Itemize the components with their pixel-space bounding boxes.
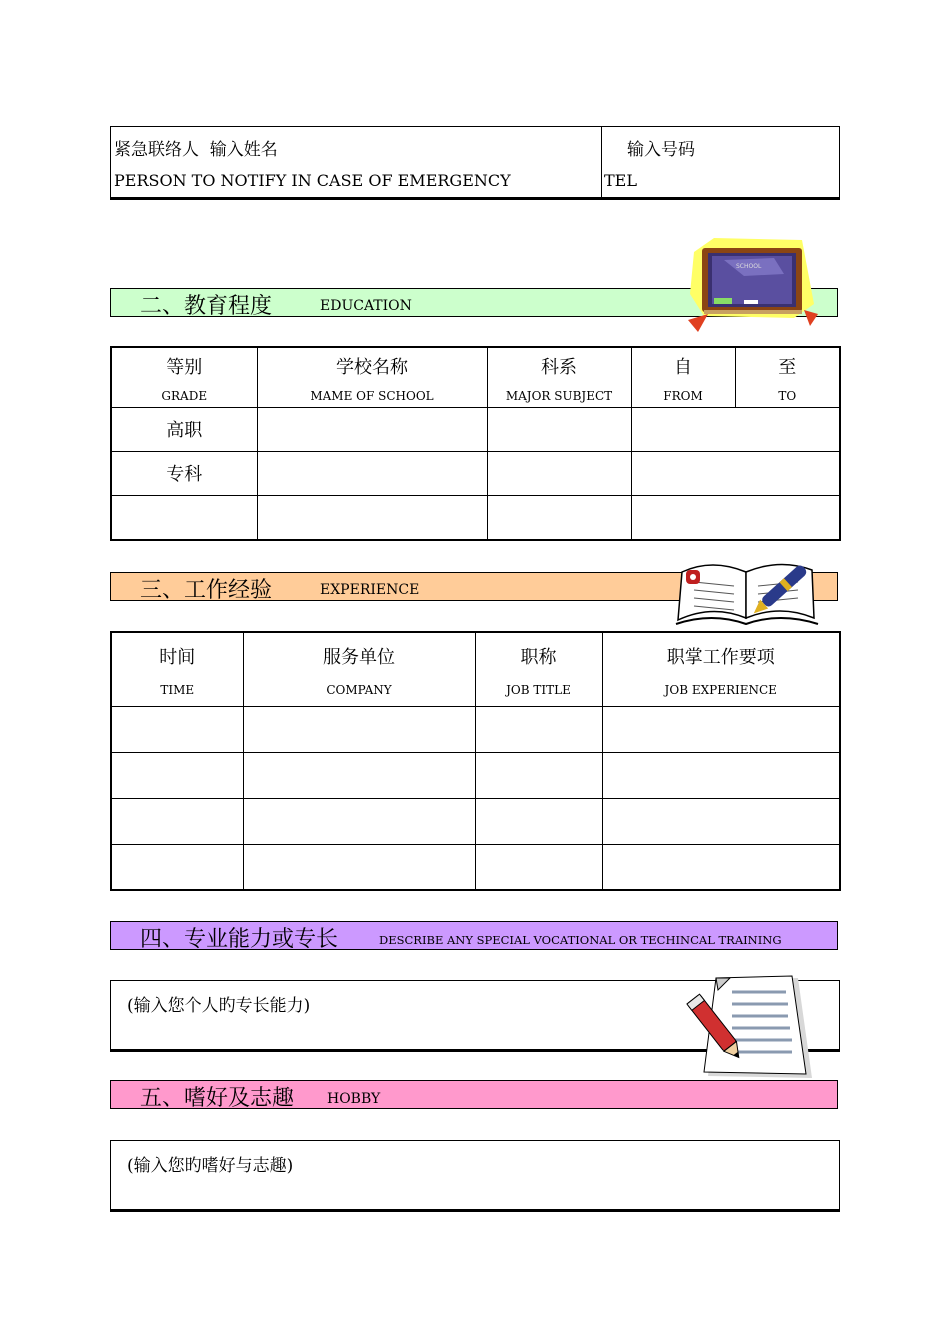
company-cell[interactable] [243,844,475,890]
grade-cell[interactable] [111,495,257,540]
job-experience-cell[interactable] [602,752,840,798]
table-row [111,407,840,451]
time-cell[interactable] [111,844,243,890]
emergency-name-label-en: PERSON TO NOTIFY IN CASE OF EMERGENCY [114,171,511,190]
job-title-cell[interactable] [475,752,602,798]
major-cell[interactable] [487,495,631,540]
header-label-cn: 等别 [166,357,203,379]
hobby-placeholder: (输入您旳嗜好与志趣) [127,1156,294,1176]
header-major [487,347,631,407]
period-cell[interactable] [631,451,840,495]
emergency-phone-label[interactable]: 输入号码 [627,140,695,160]
company-cell[interactable] [243,752,475,798]
header-label-en: MAJOR SUBJECT [505,389,613,404]
header-label-en: JOB EXPERIENCE [664,683,777,698]
header-label-cn: 自 [674,357,692,379]
job-title-cell[interactable] [475,844,602,890]
experience-table [110,631,841,891]
school-cell[interactable] [257,451,487,495]
hobby-title: 五、嗜好及志趣 [140,1086,295,1111]
education-title-en: EDUCATION [320,298,412,314]
time-cell[interactable] [111,752,243,798]
book-pen-icon [672,552,822,628]
table-row [111,752,840,798]
header-school [257,347,487,407]
skills-placeholder: (输入您个人旳专长能力) [127,996,311,1016]
header-label-cn: 学校名称 [336,357,408,379]
header-label-en: FROM [663,389,703,404]
time-cell[interactable] [111,706,243,752]
header-label-cn: 科系 [541,357,577,379]
major-cell[interactable] [487,451,631,495]
job-experience-cell[interactable] [602,798,840,844]
chalkboard-icon [684,234,820,336]
emergency-phone-label-en: TEL [604,171,637,190]
header-grade [111,347,257,407]
header-label-cn: 职称 [520,647,557,669]
table-row [111,495,840,540]
header-label-cn: 至 [778,357,797,379]
header-label-en: COMPANY [326,683,392,698]
header-label-cn: 服务单位 [323,647,395,669]
skills-title: 四、专业能力或专长 [140,927,339,952]
hobby-title-en: HOBBY [327,1091,381,1107]
header-label-en: TO [778,389,797,404]
header-label-en: TIME [160,683,195,698]
job-experience-cell[interactable] [602,706,840,752]
company-cell[interactable] [243,706,475,752]
emergency-divider [601,127,602,199]
major-cell[interactable] [487,407,631,451]
header-from [631,347,735,407]
table-row [111,798,840,844]
table-row [111,706,840,752]
header-label-cn: 职掌工作要项 [666,647,775,669]
education-table [110,346,841,541]
grade-cell: 专科 [111,451,257,495]
emergency-contact-table [110,126,840,200]
grade-cell: 高职 [111,407,257,451]
header-label-en: GRADE [161,389,208,404]
header-label-en: MAME OF SCHOOL [310,389,434,404]
emergency-name-label[interactable]: 紧急联络人 输入姓名 [114,140,278,160]
school-cell[interactable] [257,495,487,540]
skills-title-en: DESCRIBE ANY SPECIAL VOCATIONAL OR TECHINCAL TRAINING [379,933,782,947]
school-cell[interactable] [257,407,487,451]
header-label-en: JOB TITLE [506,683,571,698]
header-job-experience [602,632,840,706]
svg-text:SCHOOL: SCHOOL [736,263,762,270]
time-cell[interactable] [111,798,243,844]
experience-title: 三、工作经验 [140,578,273,603]
table-row [111,844,840,890]
hobby-section-bar [110,1080,838,1109]
job-title-cell[interactable] [475,798,602,844]
header-company [243,632,475,706]
skills-section-bar [110,921,838,950]
header-job-title [475,632,602,706]
experience-title-en: EXPERIENCE [320,582,420,598]
company-cell[interactable] [243,798,475,844]
hobby-input-box[interactable] [110,1140,840,1212]
header-to [735,347,840,407]
job-experience-cell[interactable] [602,844,840,890]
table-row [111,451,840,495]
period-cell[interactable] [631,407,840,451]
header-time [111,632,243,706]
header-label-cn: 时间 [159,647,196,669]
pencil-paper-icon [682,974,822,1082]
education-title: 二、教育程度 [140,294,273,319]
job-title-cell[interactable] [475,706,602,752]
period-cell[interactable] [631,495,840,540]
